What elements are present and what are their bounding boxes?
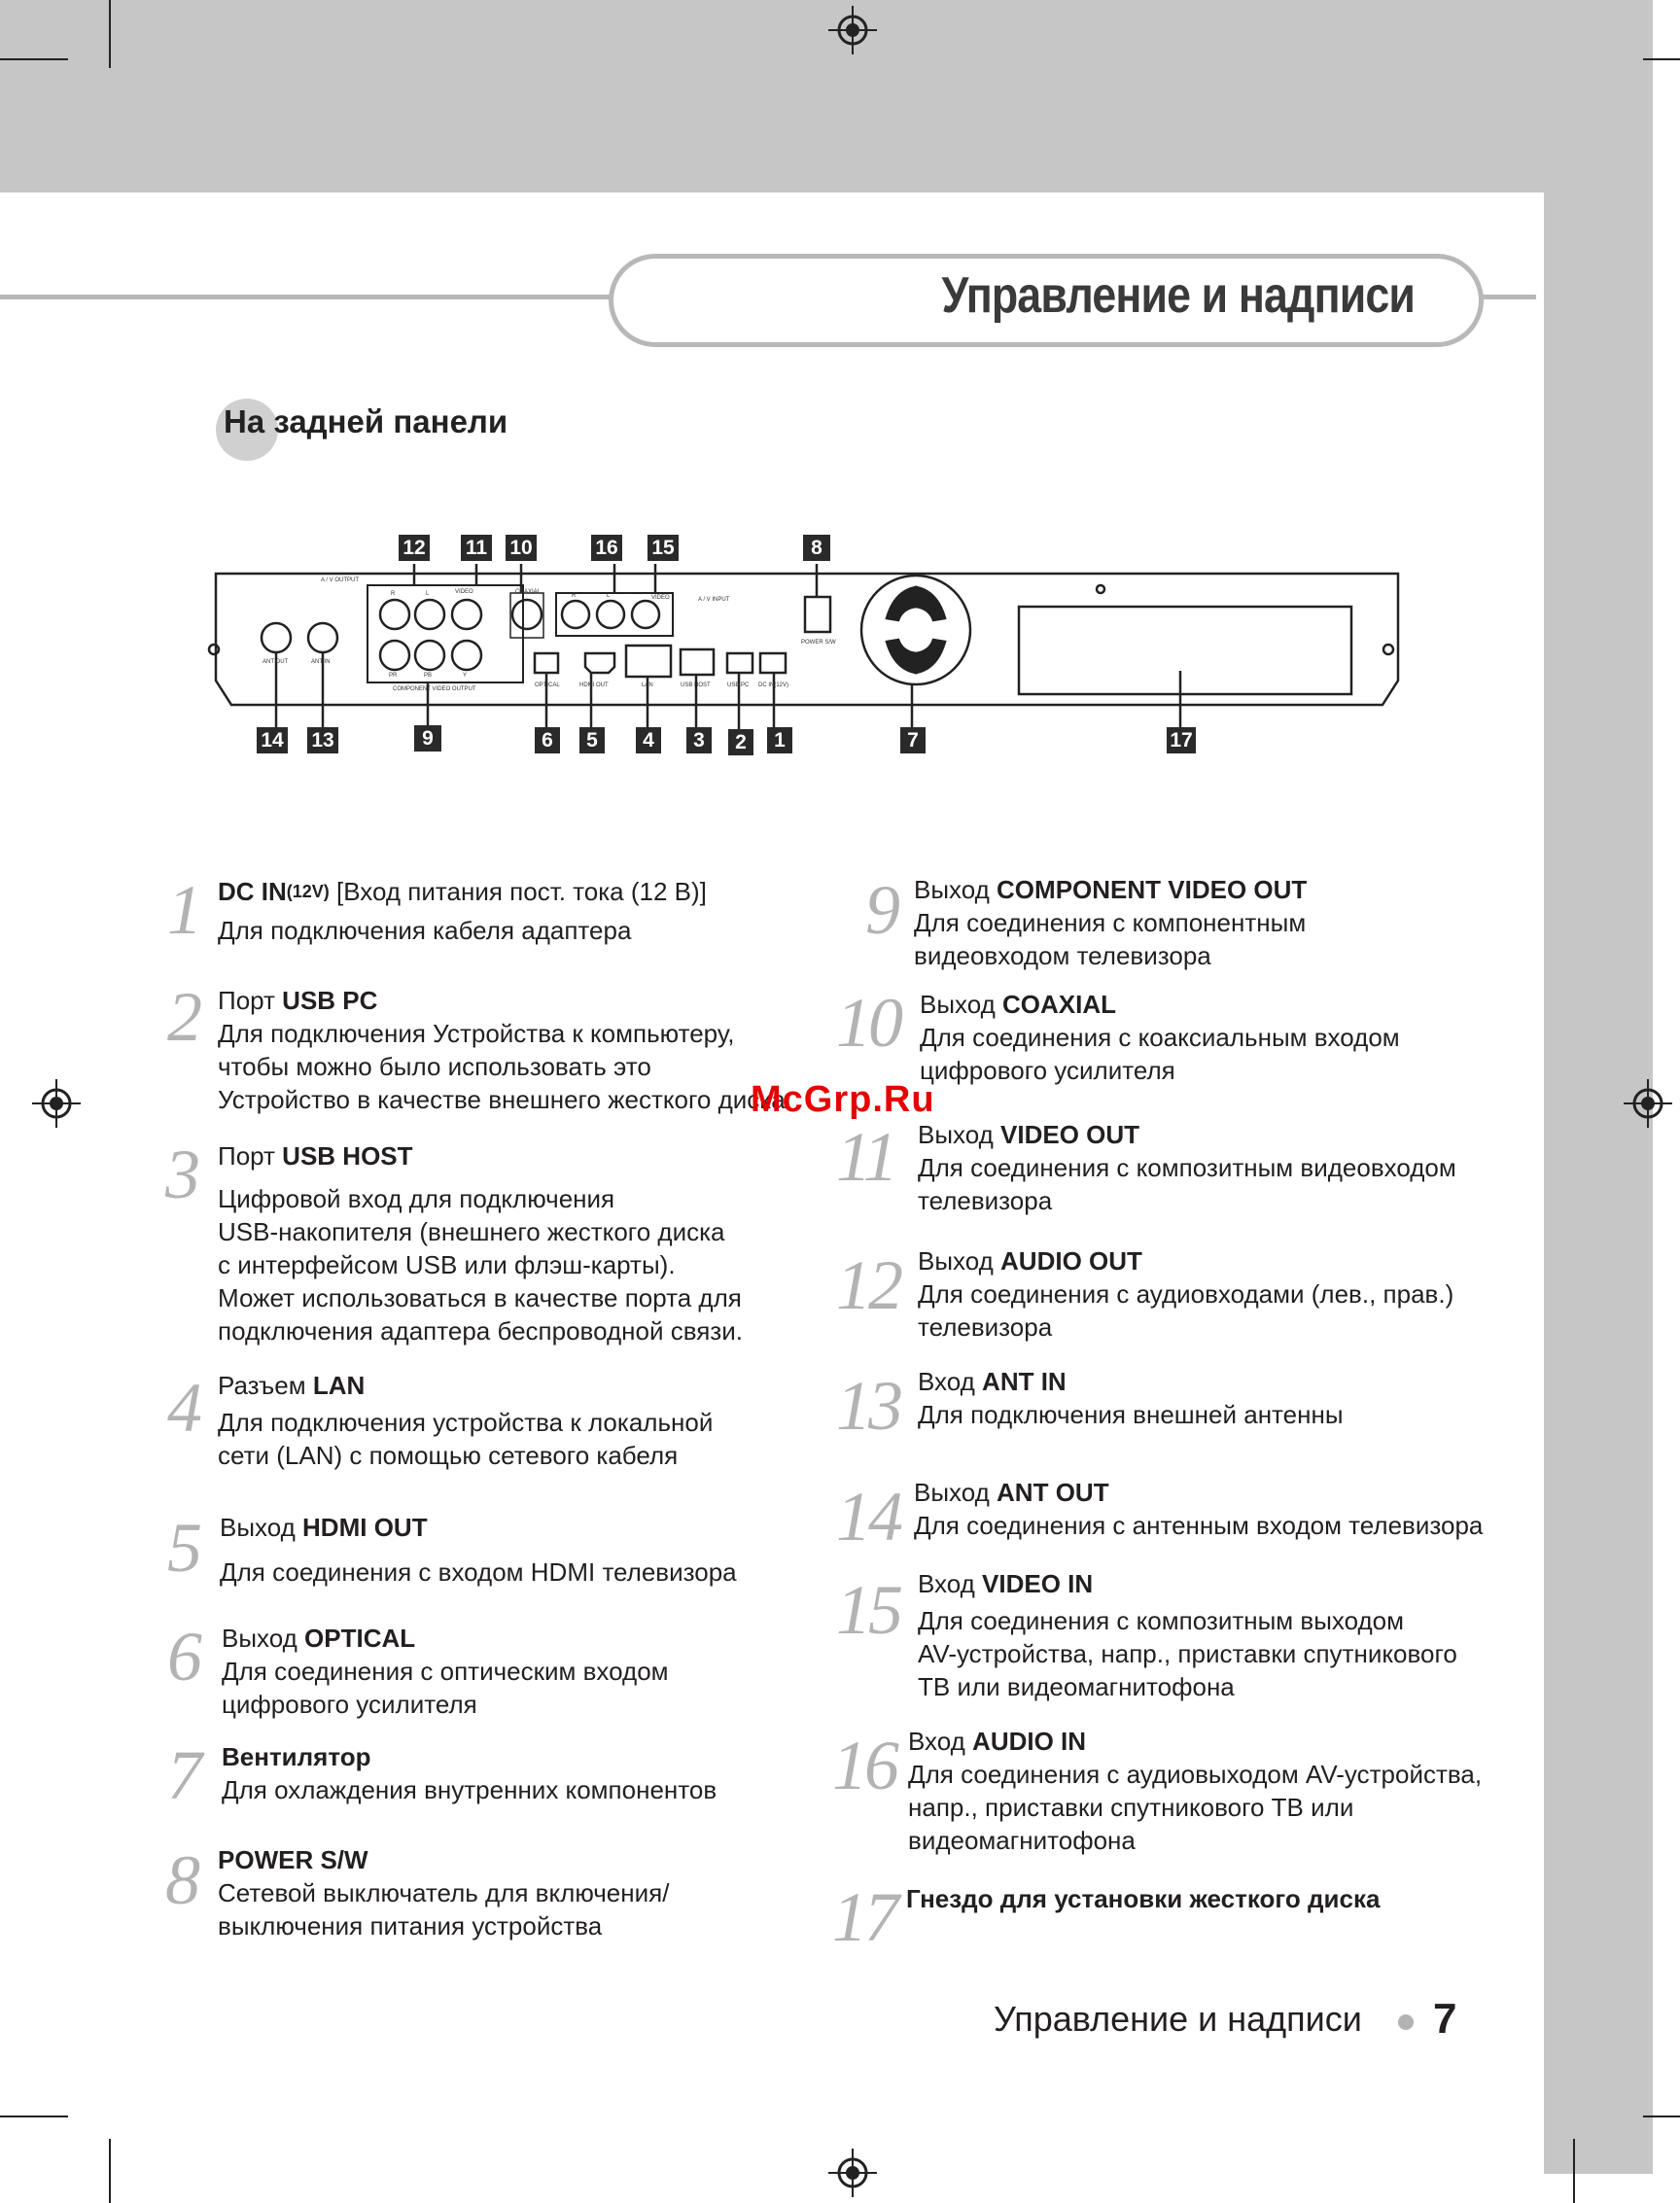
item-description: Выход OPTICAL Для соединения с оптическим входом цифрового усилителя: [222, 1624, 669, 1719]
registration-mark-icon: [1624, 1079, 1672, 1128]
item-number: 7: [167, 1736, 202, 1814]
panel-label-12: 12: [399, 535, 430, 561]
svg-text:L: L: [426, 591, 430, 597]
svg-text:VIDEO: VIDEO: [455, 589, 473, 595]
panel-label-10: 10: [506, 535, 537, 561]
item-number: 17: [832, 1878, 896, 1956]
item-description: Вход ANT IN Для подключения внешней антенны: [918, 1367, 1344, 1429]
item-description: Порт USB HOST Цифровой вход для подключения USB-накопителя (внешнего жесткого диска с интерфейсом USB или флэш-карты). Может использоваться в качестве порта для подключения адаптера беспроводной связи.: [218, 1141, 743, 1346]
panel-label-7: 7: [900, 727, 926, 753]
svg-text:A / V INPUT: A / V INPUT: [698, 597, 730, 603]
item-description: Вход VIDEO IN Для соединения с композитным выходом AV-устройства, напр., приставки спутникового ТВ или видеомагнитофона: [918, 1569, 1457, 1701]
item-description: DC $IN^{(12V)}$ [Вход питания пост. тока (12 В)] Для подключения кабеля адаптера: [218, 877, 707, 945]
panel-label-6: 6: [535, 727, 560, 753]
item-number: 4: [167, 1369, 202, 1447]
panel-label-3: 3: [686, 727, 712, 753]
item-description: Выход ANT OUT Для соединения с антенным входом телевизора: [914, 1478, 1484, 1540]
panel-label-9: 9: [414, 725, 441, 752]
panel-label-5: 5: [579, 727, 605, 753]
watermark: McGrp.Ru: [751, 1079, 935, 1120]
item-number: 9: [865, 871, 900, 949]
panel-label-1: 1: [767, 727, 792, 753]
svg-text:Y: Y: [463, 673, 468, 679]
panel-label-2: 2: [728, 729, 753, 755]
svg-text:LAN: LAN: [642, 682, 653, 688]
item-number: 13: [836, 1367, 900, 1445]
svg-text:HDMI OUT: HDMI OUT: [579, 682, 609, 688]
svg-text:USB PC: USB PC: [727, 682, 750, 688]
svg-text:PR: PR: [389, 673, 398, 679]
svg-text:COAXIAL: COAXIAL: [515, 589, 542, 595]
svg-text:OPTICAL: OPTICAL: [535, 682, 560, 688]
item-number: 16: [832, 1727, 896, 1804]
item-number: 2: [167, 978, 202, 1056]
panel-label-13: 13: [307, 727, 338, 753]
item-description: POWER S/W Сетевой выключатель для включения/ выключения питания устройства: [218, 1845, 670, 1941]
header-band: [0, 0, 1653, 192]
svg-text:ANT OUT: ANT OUT: [262, 659, 289, 665]
panel-label-8: 8: [803, 535, 830, 561]
panel-label-17: 17: [1167, 727, 1196, 753]
item-description: Разъем LAN Для подключения устройства к локальной сети (LAN) с помощью сетевого кабеля: [218, 1371, 714, 1470]
item-number: 12: [836, 1246, 900, 1324]
svg-text:A / V OUTPUT: A / V OUTPUT: [321, 577, 360, 583]
panel-label-16: 16: [591, 535, 622, 561]
item-number: 14: [836, 1478, 900, 1556]
item-number: 1: [167, 871, 202, 949]
svg-text:L: L: [607, 593, 611, 599]
item-number: 5: [167, 1509, 202, 1587]
item-description: Выход AUDIO OUT Для соединения с аудиовходами (лев., прав.) телевизора: [918, 1246, 1454, 1342]
panel-label-4: 4: [636, 727, 661, 753]
item-number: 3: [165, 1136, 200, 1213]
item-description: Вентилятор Для охлаждения внутренних компонентов: [222, 1742, 718, 1804]
item-number: 8: [165, 1841, 200, 1919]
footer-bullet-icon: [1398, 2014, 1414, 2030]
footer-label: Управление и надписи: [994, 1999, 1362, 2039]
page-title: Управление и надписи: [941, 267, 1415, 324]
registration-mark-icon: [32, 1079, 81, 1128]
svg-text:PB: PB: [424, 673, 433, 679]
item-description: Порт USB PC Для подключения Устройства к компьютеру, чтобы можно было использовать это Устройство в качестве внешнего жесткого диска: [218, 986, 786, 1114]
svg-text:R: R: [572, 593, 577, 599]
item-description: Вход AUDIO IN Для соединения с аудиовыходом AV-устройства, напр., приставки спутникового ТВ или видеомагнитофона: [908, 1727, 1483, 1855]
panel-label-15: 15: [648, 535, 679, 561]
registration-mark-icon: [828, 2149, 877, 2197]
svg-text:POWER S/W: POWER S/W: [801, 640, 836, 646]
svg-text:VIDEO: VIDEO: [651, 595, 670, 601]
svg-text:ANT IN: ANT IN: [311, 659, 331, 665]
svg-text:R: R: [391, 591, 396, 597]
svg-text:USB HOST: USB HOST: [681, 682, 711, 688]
item-number: 15: [836, 1571, 900, 1649]
item-description: Выход COAXIAL Для соединения с коаксиальным входом цифрового усилителя: [920, 990, 1400, 1085]
item-number: 10: [836, 984, 900, 1062]
panel-label-14: 14: [257, 727, 288, 753]
registration-mark-icon: [828, 6, 877, 54]
rear-panel-diagram: [194, 544, 1419, 758]
item-number: 11: [836, 1118, 895, 1196]
panel-label-11: 11: [461, 535, 492, 561]
svg-text:COMPONENT VIDEO OUTPUT: COMPONENT VIDEO OUTPUT: [393, 686, 476, 692]
item-number: 6: [167, 1618, 202, 1696]
item-description: Выход VIDEO OUT Для соединения с композитным видеовходом телевизора: [918, 1120, 1456, 1215]
item-description: Выход HDMI OUT Для соединения с входом HDMI телевизора: [220, 1513, 737, 1587]
page-number: 7: [1433, 1995, 1457, 2043]
section-title: На задней панели: [224, 403, 508, 439]
svg-text:DC IN(12V): DC IN(12V): [758, 682, 789, 688]
item-description: Выход COMPONENT VIDEO OUT Для соединения с компонентным видеовходом телевизора: [914, 875, 1308, 970]
item-description: Гнездо для установки жесткого диска: [906, 1884, 1381, 1913]
